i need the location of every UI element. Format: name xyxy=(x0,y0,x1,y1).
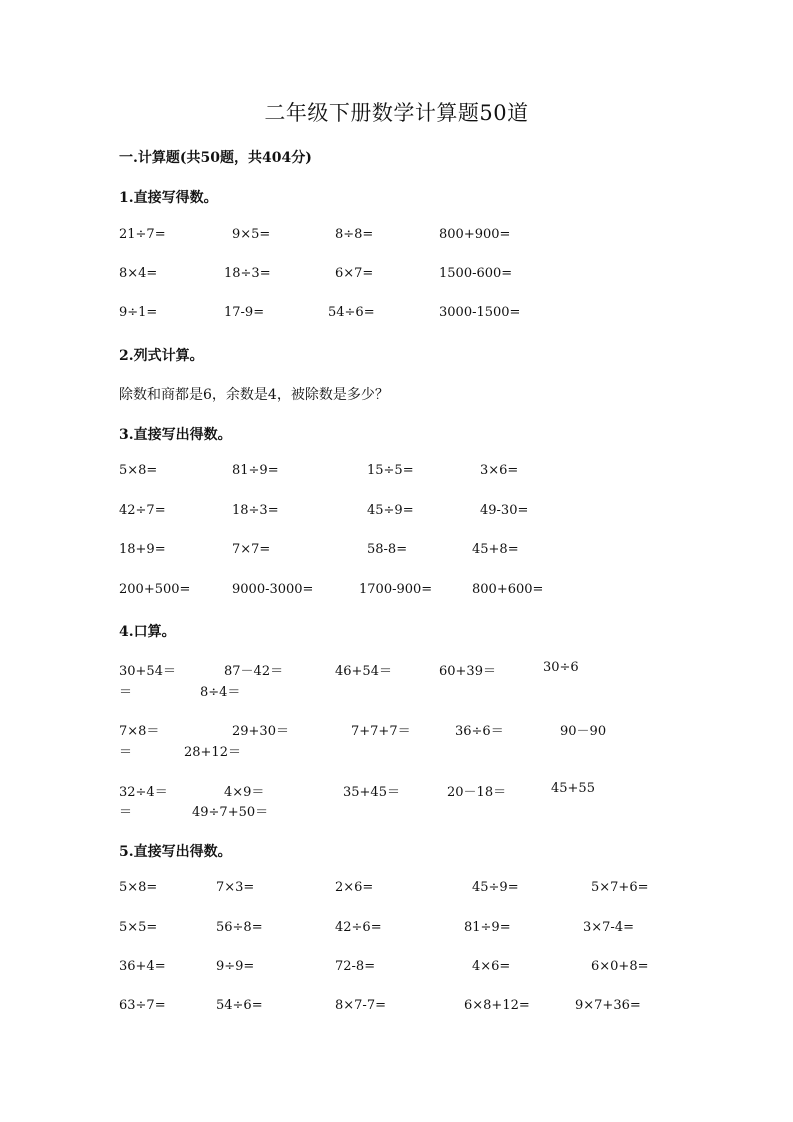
section-heading: 一.计算题(共50题，共404分) xyxy=(119,150,312,166)
problem: 81÷9= xyxy=(464,920,511,935)
problem: 7+7+7＝ xyxy=(351,724,411,739)
q1-row xyxy=(0,305,793,325)
problem: 8×7-7= xyxy=(335,998,386,1013)
problem: 1700-900= xyxy=(359,582,433,597)
problem: 8×4= xyxy=(119,266,158,281)
problem: 18+9= xyxy=(119,542,166,557)
problem: 9000-3000= xyxy=(232,582,314,597)
problem: 3×7-4= xyxy=(583,920,634,935)
q1-heading: 1.直接写得数。 xyxy=(119,190,218,206)
problem: 7×8＝ xyxy=(119,724,160,739)
problem: 49-30= xyxy=(480,503,529,518)
problem: 5×5= xyxy=(119,920,158,935)
problem: 7×7= xyxy=(232,542,271,557)
q1-row xyxy=(0,266,793,286)
q2-heading: 2.列式计算。 xyxy=(119,348,204,364)
q5-row xyxy=(0,880,793,900)
problem-wrap: ＝ xyxy=(119,745,133,760)
problem: 18÷3= xyxy=(224,266,271,281)
q3-row xyxy=(0,582,793,602)
problem: 4×6= xyxy=(472,959,511,974)
problem: 54÷6= xyxy=(216,998,263,1013)
problem: 45+8= xyxy=(472,542,519,557)
problem: 5×7+6= xyxy=(591,880,649,895)
problem: 200+500= xyxy=(119,582,191,597)
problem: 60+39＝ xyxy=(439,664,496,679)
problem: 42÷7= xyxy=(119,503,166,518)
problem: 17-9= xyxy=(224,305,265,320)
problem: 6×0+8= xyxy=(591,959,649,974)
problem: 3×6= xyxy=(480,463,519,478)
problem: 15÷5= xyxy=(367,463,414,478)
problem: 5×8= xyxy=(119,463,158,478)
q5-heading: 5.直接写出得数。 xyxy=(119,844,232,860)
q5-row xyxy=(0,920,793,940)
q3-row xyxy=(0,503,793,523)
problem: 3000-1500= xyxy=(439,305,521,320)
problem: 45÷9= xyxy=(367,503,414,518)
q3-heading: 3.直接写出得数。 xyxy=(119,427,232,443)
q4-row-wrap xyxy=(0,681,793,701)
problem: 7×3= xyxy=(216,880,255,895)
q5-row xyxy=(0,959,793,979)
problem: 49÷7+50＝ xyxy=(192,805,269,820)
problem: 28+12＝ xyxy=(184,745,241,760)
problem: 1500-600= xyxy=(439,266,513,281)
problem: 30+54＝ xyxy=(119,664,176,679)
problem: 90－90 xyxy=(560,724,607,739)
problem: 5×8= xyxy=(119,880,158,895)
problem: 36+4= xyxy=(119,959,166,974)
problem: 30÷6 xyxy=(543,660,579,675)
problem: 81÷9= xyxy=(232,463,279,478)
problem: 20－18＝ xyxy=(447,785,507,800)
problem: 9×7+36= xyxy=(575,998,641,1013)
problem: 9÷1= xyxy=(119,305,158,320)
problem: 36÷6＝ xyxy=(455,724,504,739)
problem: 8÷8= xyxy=(335,227,374,242)
q3-row xyxy=(0,542,793,562)
problem: 45+55 xyxy=(551,781,595,796)
q4-row-wrap xyxy=(0,801,793,821)
problem: 9×5= xyxy=(232,227,271,242)
problem-wrap: ＝ xyxy=(119,805,133,820)
problem: 21÷7= xyxy=(119,227,166,242)
q2-question: 除数和商都是6，余数是4，被除数是多少？ xyxy=(119,387,389,403)
problem: 32÷4＝ xyxy=(119,785,168,800)
problem: 29+30＝ xyxy=(232,724,289,739)
problem: 63÷7= xyxy=(119,998,166,1013)
q5-row xyxy=(0,998,793,1018)
problem: 42÷6= xyxy=(335,920,382,935)
q4-row-wrap xyxy=(0,741,793,761)
problem: 9÷9= xyxy=(216,959,255,974)
problem: 87－42＝ xyxy=(224,664,284,679)
q3-row xyxy=(0,463,793,483)
problem: 54÷6= xyxy=(328,305,375,320)
q1-row xyxy=(0,227,793,247)
q4-row xyxy=(0,781,793,801)
problem: 800+900= xyxy=(439,227,511,242)
problem: 45÷9= xyxy=(472,880,519,895)
q4-row xyxy=(0,660,793,680)
problem: 35+45＝ xyxy=(343,785,400,800)
problem: 72-8= xyxy=(335,959,376,974)
problem: 6×7= xyxy=(335,266,374,281)
q4-heading: 4.口算。 xyxy=(119,624,176,640)
problem: 6×8+12= xyxy=(464,998,530,1013)
problem: 800+600= xyxy=(472,582,544,597)
problem-wrap: ＝ xyxy=(119,685,133,700)
problem: 4×9＝ xyxy=(224,785,265,800)
problem: 56÷8= xyxy=(216,920,263,935)
problem: 58-8= xyxy=(367,542,408,557)
problem: 2×6= xyxy=(335,880,374,895)
problem: 18÷3= xyxy=(232,503,279,518)
problem: 8÷4＝ xyxy=(200,685,241,700)
problem: 46+54＝ xyxy=(335,664,392,679)
q4-row xyxy=(0,720,793,740)
page-title: 二年级下册数学计算题50道 xyxy=(264,101,529,125)
